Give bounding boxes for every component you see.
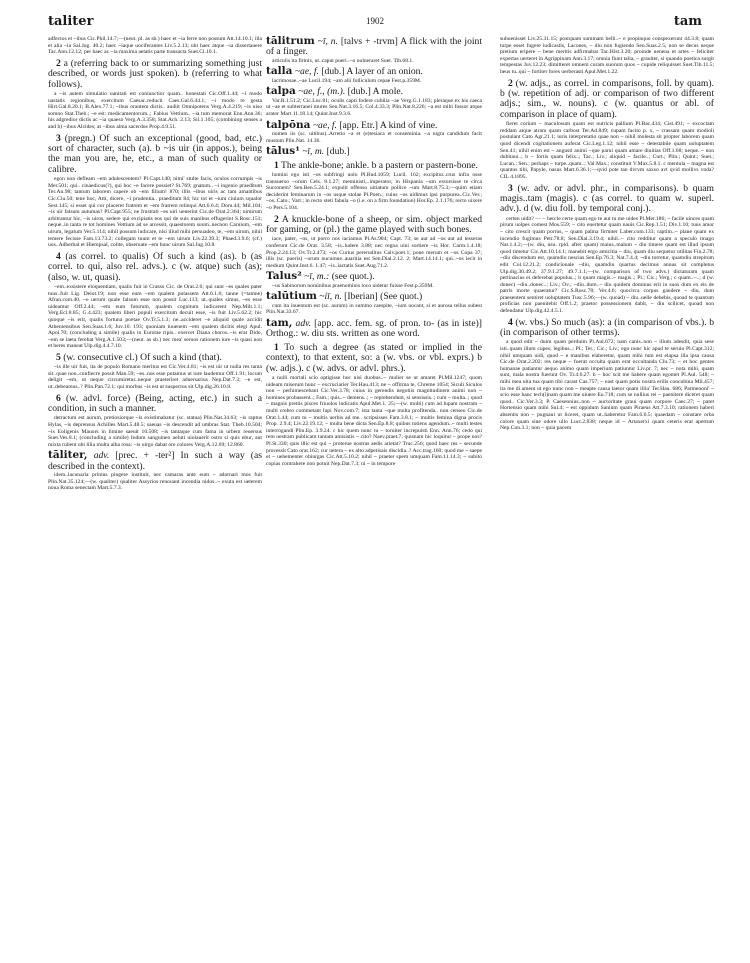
grammar-info: adv. (87, 450, 116, 462)
citation-block: idem..lacunaria primus pingere instituit, nec camaras ante eum ~ adornari mos fuit Plin.Nat.35.124;—(w. qualiter) qualiter Assyrios renouant incendia nidos..~ exuta est ueterem noua Roma senectam Mart.5.7.3. (48, 472, 262, 492)
definition-text: [app. Etr.] A kind of vine. (339, 119, 438, 131)
dictionary-entry-head (266, 86, 482, 97)
sense-definition (48, 252, 262, 283)
sense-text: (w. adjs., as correl. in comparisons, foll. by quam). b (w. repetition of adj. or comparison of two different adjs.; sim., w. nouns). c (w. quantus or abl. of comparison in place of quam). (500, 77, 714, 120)
column-2 (266, 36, 482, 916)
sense-definition (266, 161, 482, 171)
sense-number: 4 (508, 316, 513, 328)
running-head-last-word: tam (673, 14, 702, 29)
sense-number: 1 (274, 341, 279, 353)
definition-text: [prec. + -ter²] In such a way (as described in the context). (48, 450, 262, 472)
sense-text: (w. consecutive cl.) Of such a kind (that). (60, 351, 222, 363)
sense-number: 2 (274, 213, 279, 225)
sense-text: A knuckle-bone of a sheep, or sim. object marked for gaming, or (pl.) the game played with such bones. (266, 213, 482, 235)
dictionary-entry-head (266, 291, 482, 302)
sense-text: (w. adv. or advl. phr., in comparisons). b quam magis..tam (magis). c (as correl. to quam w. superl. adv.). d (w. diu foll. by temporal conj.). (500, 182, 714, 215)
dictionary-entry-head (48, 450, 262, 472)
sense-text: (as correl. to qualis) Of such a kind (as). b (as correl. to qui, also rel. advs.). c (w. atque) such (as); (also, w. ut, quasi). (48, 250, 262, 283)
citation-block: Var.R.1.51.2; Cic.Luc.81; oculis capti fodere cubilia ~ae Verg.G.1.183; pleraque ex his caeca ut ~ae et subterranei mures Sen.Nat.3.16.5; Col.4.33.3; Plin.Nat.8.226; ~a est mihi fossor atque arator Mart.11.18.14; Quint.Inst.9.3.6. (266, 97, 482, 117)
running-head (48, 14, 702, 34)
sense-text: (pregn.) Of such an exceptional (good, bad, etc.) sort of character, such (a). b ~is uir (in appos.), being the man you are, he, etc., a man of such quality or calibre. (48, 132, 262, 175)
sense-definition (48, 59, 262, 90)
citation-block: ~is ille uir fuit, ita de populo Romano meritus est Cic.Ver.4.81; ~is est uir ut nulla res tanta sit..quae non..confiecre possit Man.59; ~es..nos esse putamus ut iure laudemur Off.1.91; locum deligit ~em, ut neque circumiretur..neque praeteriret aduersarius Nep.Dat.7.3; ~e est, ut..debeamus..? Plin.Pan.72.1; qui morbus ~is est ut suspectus sit Ulp.dig.26.10.8. (48, 364, 262, 391)
headword: Talus² (266, 270, 302, 283)
grammar-info: ~ae, f. (310, 119, 340, 131)
sense-definition (500, 318, 714, 339)
citation-block: cum ita inuentum est (sc. aurum) in summo caespite, ~ium uocant, si et aurosa tellus subest Plin.Nat.33.67. (266, 302, 482, 316)
headword: talpōna (266, 118, 311, 131)
headword: tāliter, (48, 449, 88, 462)
grammar-info: ~ī, n. (314, 36, 341, 47)
grammar-info: ~ī, m. (299, 146, 327, 158)
citation-block: certen uidit? — ~ hercle certe quam ego te aut tu me uides Pl.Mer.186; ~ facile uinces quam pirum uolpes comest Mos.559; ~ cito euertetur quam nauis Cic.Rep.1.51; Div.1.10; tuus amor ~ cito crescit quam porrus, ~ quam palma firmiter Laber.com.133; raptim..~ plane quam ex incendio fugimus Petr.78.8; Sen.Dial.3.19.4; nihil..~ cito redditur quam a speculo imago Nat.1.4.2;—(w. diu, usu. rpld. after quam) maius..malum ~ diu timere quam est illud ipsum quod timetur Cic.Att.10.14.1; manebit ergo amicitia ~ diu, quam diu sequetur utilitas Fin.2.78; ~diu discendum est, quamdiu nescias Sen.Ep.76.3; Nat.7.4.4; ~diu torretur, quamdiu strepitum edit Col.12.21.2; condicionale ~diu, quamdiu quartus decimus annus sit completus Ulp.dig.30.49.2; 37.9.1.27; 49.7.1.1;—(w. comparison of two advs.) dictaturam quam pertinacius ei deferebat populus..; b quam magis..~ magis..; Pl.; Cic.; Verg.; c quam..~..; d (w. donec) ~diu..donec..; Liv.; Ov.; ~diu..dum..~ diu quidem dominus erit in suos dum ex eis de patris morte quaeratur? Cic.S.Rosc.78; Ver.4.6; quocirca corpus gaudere ~ diu, dum praesentem sentiret uoluptatem Tusc.5.96;—(w. quoad) ~ diu..uelle debebis, quoad te quantum proficias non paenitebit Off.1.2; praetor possessionem dabit, ~ diu scilicet, quoad non defendatur Ulp.dig.42.4.5.1. (500, 215, 714, 315)
dictionary-entry-head (266, 120, 482, 131)
citation-block: articulis ita firmis, ut..caput pueri..~o uulneraret Suet. Tib.68.1. (272, 57, 414, 64)
column-3 (500, 36, 714, 916)
grammar-info: ~ae, f. (292, 66, 322, 78)
citation-block: subuenisset Liv.25.31.15; postquam summam belli..~ e propinquo conspexerunt 44.3.8; quam turpe esset fugere iudicastis, Lacones, ~ diu non fugiendo Sen.Suas.2.5; non se decus neque pretium eripere ~ bene meritis adfirmabat Tac.Hist.3.20; proinde uenena et artes ~ feliciter expertas uerteret in Agrippinam Ann.3.17; omnia fiunt talia, ~ grauiter, si quando poetica surgit tempestas Juv.12.23; dimitteret omnem curam suorum quos ~ cupide reliquisset Suet.Tib.11.5; heus tu..qui ~ fortiter fores uerberasti Apul.Met.1.22. (500, 36, 714, 75)
dictionary-entry-head (266, 271, 482, 282)
sense-definition (500, 184, 714, 215)
dictionary-entry-head (266, 318, 482, 340)
sense-number: 2 (508, 77, 513, 89)
definition-text: [dub.] A layer of an onion. (321, 66, 423, 78)
sense-number: 4 (56, 250, 61, 262)
dictionary-entry-head (266, 66, 482, 77)
sense-number: 3 (56, 132, 61, 144)
citation-block: egon non defleam ~em adulescentem? Pl.Capt.140; nimi' stulte facis, oculos corrumpis ~is Mer.501; qui.. cinaedicus(?), qui hoc ~e facere possiet? St.769; gnatum.. ~i ingenio praeditum Ter.An.98; tantum laborem capere ob ~em filium! 870; illis ~ibus uiris ac tam amantibus Cic.Clu.50; tene hoc, Atti, dicere, ~i prudentia.. praeditum 84; hic tot et ~ium ciuium squalor Sest.145; si esset qui cur placeret fratrem et ~em fratrem relinqui Att.6.6.4; Dom.44; Mil.104; ~is uir falsum autumas? Pl.Capt.955; ne frustrati ~es uiri uenerint Cic.de Orat.2.364; nimirum arbitrantur hic, ~is uiros, sedere qui excipiatis eos qui de suis manibus effugerint S.Rosc.151; neque..in tanta re tot homines Vettium ad se arcessit, quaestorem suum..necnon Caruium, ~em uirum, legatum Ver.5.114; nihil possum iudicare, nisi illud mihi persuadeo, te, ~em uirum, nihil temere fecisse Fam.13.73.2; collegam tuum et te ~em uirum Liv.22.39.3; Phaed.3.9.6; (cf.) uos..Adherbal et Hiempsal, colite, obseruate ~em hunc uirum Sal.Jug.10.8. (48, 176, 262, 249)
citation-block: iace, pater, ~os, ut porro nos iaciamus Pl.As.904; Capt. 73; se aut ad ~os aut ad tesseras conferunt Cic.de Orat. 3.58; ~is..ludere 3.88; nec regna uini sortiere ~is Hor. Carm.1.4.18; Prop.2.24.13; Ov.Tr.2.473; ~os Curius pereruditus Calv.poet.1; pone merum et ~os Copa 37; illis (sc. pueris) ~orum nucumue..auaritia est Sen.Dial.2.12. 2; Mart.14.14.1; qui..~os iecit in medium Quint.Inst.6. 1.47; ~is..iactatis Suet.Aug.71.2. (266, 236, 482, 269)
definition-text: [Iberian] (See quot.) (344, 291, 423, 303)
sense-definition (500, 79, 714, 121)
sense-definition (48, 353, 262, 363)
dictionary-entry-head (266, 36, 482, 58)
sense-text: a (referring back to or summarizing something just described, or words just spoken). b (referring to what follows). (48, 57, 262, 90)
definition-text: [dub.] (326, 146, 350, 158)
grammar-info: ~ī, m.: (301, 271, 332, 283)
citation-block: detractum est aurum, pretiosiorque ~is existimabatur (sc. statua) Plin.Nat.34.63; ~is raptus Hylas, ~is deprensus Achilles Mart.5.48.5; saeuas ~is descendit ad umbras Stat. Theb.10.504; ~is Eoligenis Mauors in limine saeuit 10.508; ~is tantaque cum fama in urbem reuersus Suet.Ves.8.1; (concluding a simile) Indum sanguineo ueluti uiolauerit ostro si quis ebur, aut mixta rubent ubi lilia multa alba rosa: ~is uirgo dabat ore colores Verg.A.12.69; 12.860. (48, 415, 262, 448)
sense-text: The ankle-bone; ankle. b a pastern or pastern-bone. (278, 159, 478, 171)
citation-block: lacrimosae..~ae Lucil.194; ~am alii folliculum cepae Fest.p.359M. (272, 77, 422, 84)
sense-definition (266, 343, 482, 374)
grammar-info: adv. (292, 317, 315, 329)
citation-block: ~em..exsistere eloquentiam, qualis fuit in Crasso Cic. de Orat.2.6; qui sunt ~es quales pater tuus..fuit Lig. Deiot.19; non esse eum ~em qualem putassem Att.6.1.6; tanne (=tamne) Afran.com.40, ~e uerum quale falsum esse non possit Luc.113; ut..quales simus, ~es esse uideamur Off.2.44; ~em eum futurum, qualem cognitum iudicarent Nep.Milt.1.1; Verg.Ecl.8.85; G.4.423; qualem liberi populi exercitum decuit esse, ~is fuit Liv.5.62.2; hic quoque ~is erit, qualis fortuna poetae Ov.Tr.5.1.3; ne..accideret ~e aliquid quale accidit Atheniensibus Sen.Suas.1.6; Juv.10. 193; quoniam iuuenem ~em qualem dicitis elegi Apul. Apol.70; (concluding a simile) qualis in Eurotae ripis.. exercet Diana choros..~is erat Dido, ~em se laeta ferebat Verg.A.1.503;—(neut. as sb.) nec mea' seruos rationem iure ~is quasi non et heres maneat Ulp.dig.4.4.7.10. (48, 283, 262, 350)
definition-text: [app. acc. fem. sg. of pron. to- (as in iste)] Orthog.: w. diu sts. written as one word. (266, 317, 482, 340)
grammar-info: ~iī, n. (316, 291, 345, 303)
headword: tam, (266, 316, 293, 329)
citation-block: a quod edit ~ duim quam perduim Pl.Aul.672; nam canis..non ~ illum adesdit, quia sese isti..quam illum cupes; legibus..; Pl.; Ter.; Cic.; Liv.; ego nunc hic apud te seruio Pl.Capt.312; nihil umquam uidi, quod ~ e manibus elaberetur, quam mihi tum est elapsa illa ipsa causa Cic.de Orat.2.202; res neque ~ fuerat occulta quam erat occultanda Clu.73; ~ et hoc gentes humanae patiantur aequo animo quam imperium patiuntur Liv.pr. 7; nec ~ nota mihi, quam sunt, mala nostra fuerunt Ov. Tr.4.6.27. b ~ hoc scit me habere quam egomet Pl.Aul. 548; ~ mihi mea uita tua quam tibi carast Cas.757; ~ east quam potis nostra erilis concubina Mil.457; ita me di ament ut ego nunc non ~ meapte causa laetor quam illiu' Ter.Hau. 686; Parmenoni' ~ scio esse hanc tech(i)nam quam me uiuere Eu.718; cum se nullius rei ~ paenitere diceret quam quod.. Cic.Ver.3.3; P. Caesennius..non ~ auctoritate graui quam corpore Caec.27; ~ patet Hortensio quam mihi Sul.4; ~ est oppidum Sanium quam Piraeus Att.7.3.10; rationem haberi absentis non ~ pugnaui ut liceret, quam ut..haberetur Fam.6.6.5; quaedam ~ constare orba colore quam sine odore ullo Lucr.2.838; neque id ~ Artaxerxi quam ceteris erat apertum Nep.Con.3.1; non ~ quia pacem (500, 339, 714, 432)
citation-block: nomen iis (sc. uitibus)..Arretio ~a et (e)tesiaca et conseminia. ~a nigra candidum facit mustum Plin.Nat. 14.36. (266, 131, 482, 144)
grammar-info: ~ae, f., (m.). (295, 86, 348, 98)
headword: talūtium (266, 290, 317, 303)
definition-text: [talvs + -trvm] A flick with the joint of a finger. (266, 36, 482, 58)
sense-definition (48, 134, 262, 176)
definition-text: [dub.] A mole. (347, 86, 404, 98)
sense-number: 5 (56, 351, 61, 363)
sense-text: (w. vbs.) So much (as): a (in comparison of vbs.). b (in comparison of other terms). (500, 316, 714, 339)
sense-number: 6 (56, 392, 61, 404)
citation-block: a nulli mortali scio optigisse hoc nisi duobus..~ mulier se ut amaret Pl.Mil.1247; quom uideam miserum hunc ~ excruciarier Ter.Hau.413; ne ~ offirma te, Chreme 1054; Siculi Siculos non ~ perhimescebant Cic.Ver.3.78; cuius in gerendis negotiis magnitudinem animi non ~ homines probassent..; Fam.; quis..~ demens..; ~ reprehendunt, si sensissis..; cum ~ multa..; quod ~ magnis pretiis pisces friuolos indicatis Apul.Met.1. 25;—(w. multi) cum ad lupam nostram ~ multi crebro commetant lupi Nov.com.7; ista tanta ~que multa profitenda.. non censeo Cic.de Orat.1.44; cum tu ~ multis uerbis ad me.. scripsisses Fam.3.8.1; ~ multis femina digna procis Prop. 2.9.4; Liv.22.19.12; ~ multa bene dicta Sen.Ep.8.8; quibus totiens agendum..~ multi testes interrogandi Plin.Ep. 3.9.24. c hic quem nunc tu ~ toruiter increpuisti Enn. Ann.76; cedo qui rem uestram publicam tantam amisistis ~ cito? Naev.praet.7; quisnam hic loquitur ~ prope nos? Pl.St.330; quis illic est qui ~ proterue nostras aedis arietat? Truc.256; quod haec res ~ secunde processit Cato orat.162; cur uetera ~ ex alto adpetisais discidia..? Acc.trag.160; quod me ~ saepe et ~ uehementer obiurgas Cic.Att.5.10.2; nihil ~ praeter spem umquam Fam.11.14.3; ~ subito copias contrahere non potuit Nep.Dat.7.3; ni ~ in tempore (266, 374, 482, 467)
sense-number: 1 (274, 159, 279, 171)
column-1 (48, 36, 262, 916)
citation-block: ~us Sabinorum nominibus praenominis loco uidetur fuisse Fest.p.359M. (272, 282, 434, 289)
sense-text: (w. advl. force) (Being, acting, etc.) in such a condition, in such a manner. (48, 392, 262, 415)
headword: talpa (266, 85, 296, 98)
sense-text: To such a degree (as stated or implied in the context), to that extent, so: a (w. vbs. or vbl. exprs.) b (w. adjs.). c (w. advs. or advl. phrs.). (266, 341, 482, 374)
citation-block: a ~is autem simulatio uanitati est coniunctior quam.. honestati Cic.Off.1.44; ~i modo uastatis regionibus, exercitum Caesar..reducit Caes.Gal.6.44.1; ~i modo re gesta Hirt.Gal.8.20.1; B.Alex.77.1; ~ibus orantem dictis.. audiit Omnipotens Verg.A.4.219; ~is uiso somno Stat.Theb.; ~e est: medicamentorum..; Fabius Vettium.. ~ia tum memorat Enn.Ann.36; his adgredior dictis ac ~ia quaeso Verg.A.3.358; Stat.Ach. 2.13; Sil.1.105; (combining senses a and b) ~ibus Alcides; at ~ibus alma sacerdos Prop.4.9.51. (48, 91, 262, 130)
running-head-first-word: taliter (48, 14, 94, 29)
page-number: 1902 (366, 16, 384, 26)
sense-number: 2 (56, 57, 61, 69)
headword: tālus¹ (266, 145, 300, 158)
citation-block: homini ego isti ~os subfringi uolo Pl.Rud.1059; Lucil. 162; excipitur..crus infra osse transuerso ~orum Cels. 8.1.27; meministi,..imperator, in Hispania ~um extorsisse te circa Sucronem? Sen.Ben.5.24.1; expulit offenso uitiatum pollice ~um Mart.8.75.3;—quim etiam deciderint feminarum in ~os usque stolae Pl.Poen.; cuius ~os uidimus ipsi purpurea..Cic.Ver.; ~os..Cato.; Varr.; in recto steti fabula ~o (i.e. on a firm foundation) Hor.Ep. 2.1.176; recto uixere ~o Pers.5.104. (266, 172, 482, 211)
dictionary-entry-head (266, 146, 482, 157)
headword: talla (266, 65, 293, 78)
sense-number: 3 (508, 182, 513, 194)
citation-block: fieret corium ~ maculosum quam est nutricis pallium Pl.Bac.434; Cist.491; ~ excoctam reddam atque atram quam carbost Ter.Ad.849; cupam facito p. x, ~ crassam quam modioli postulant Cato Agr.21.1; iuris interpretatio quae non ~ nihil molesta sit propter laborem quam quod dicendi cogitationem auferat Cic.Leg.1.12; nihil esse ~ detestabile quam uoluptatem Sen.41; nihil enim est ~ angusti animi ~que parui quam amare diuitias Off.1.68; neque..~ non dubitaui..; b ~ fortis quam felix..; Tac.; Liv.; aliquid ~ facile..; Curt.; Plin.; Quint.; Suet.; Lucan.; Sen.; perhaps ~ turpe..quam..; Val.Max.; constituit V.Max.5.8.1. c mentula ~ magna est quantus tibi, Papyle, nasus Mart.6.36.1;—qvid pote tan dvrvm saxso avt qvid mollivs vnda? CIL 4.1895. (500, 121, 714, 180)
headword: tālitrum (266, 36, 315, 47)
citation-block: adfectos et ~ibus Cic.Phil.14.7;—(neut. pl. as sb.) haec et ~ia ferre non possum Att.14.10.1; illa et alia ~ia Sal.Jug. 40.2; haec ~iaque uociferantes Liv.5.2.13; ubi haec atque ~ia dissertauere Tac.Ann.12.12; per haec ac ~ia maxima aetatis parte transacta Suet.Cl.10.1. (48, 36, 262, 56)
definition-text: (see quot.). (331, 271, 375, 283)
sense-definition (48, 394, 262, 415)
sense-definition (266, 215, 482, 236)
